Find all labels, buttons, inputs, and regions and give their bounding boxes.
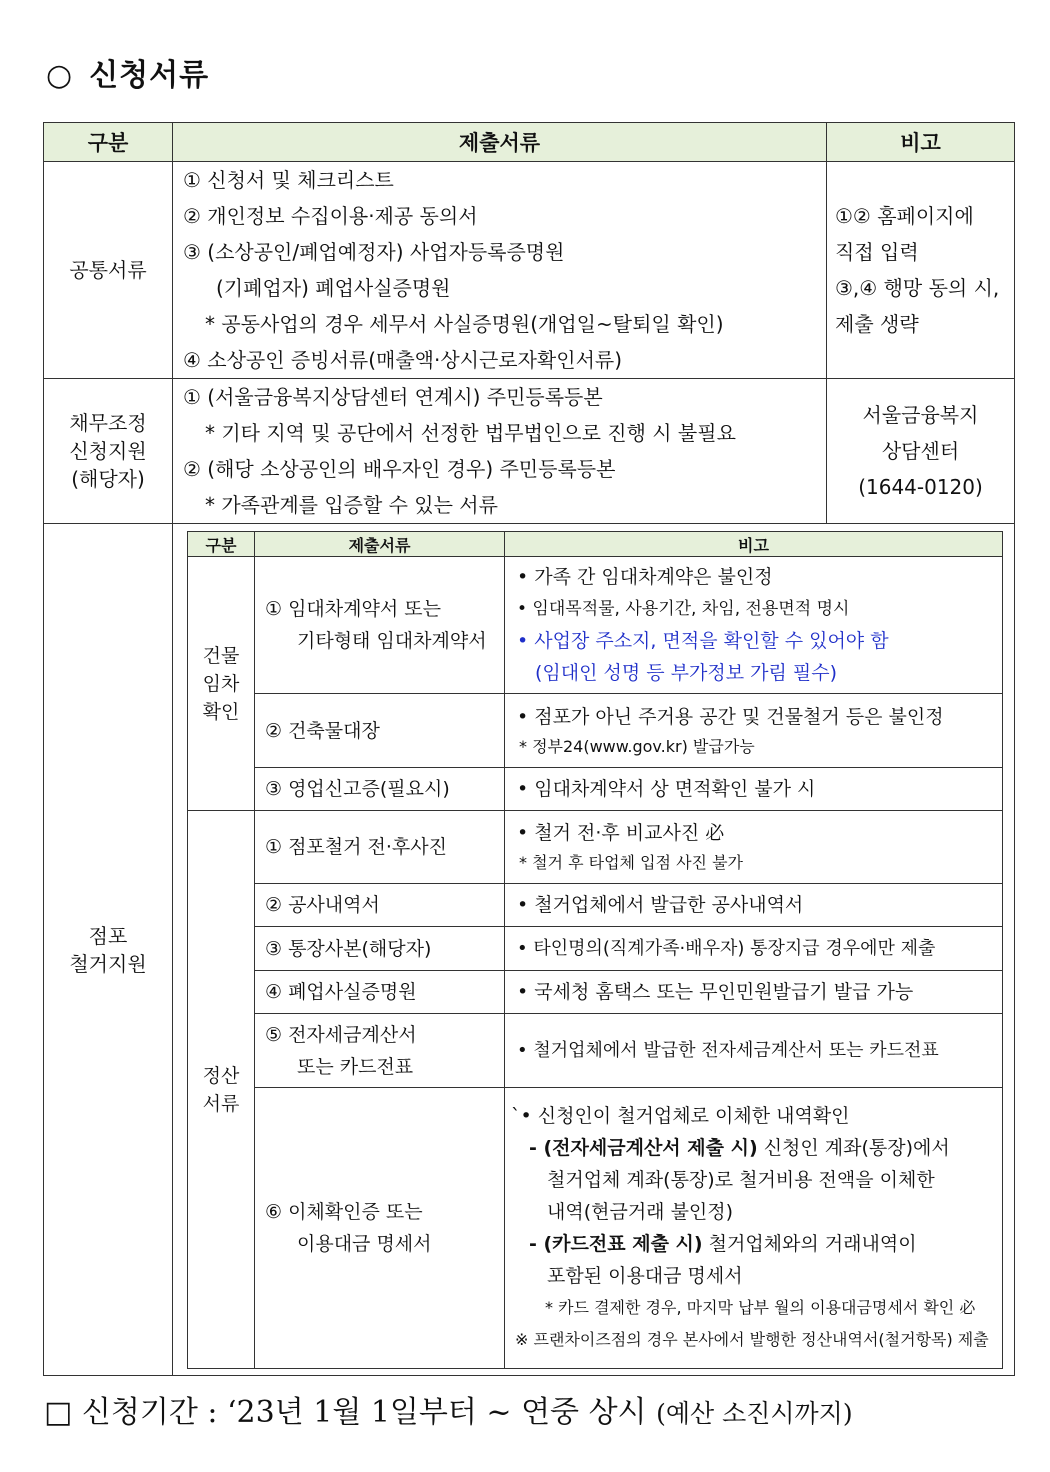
remarks-building-register bbox=[505, 694, 1003, 768]
doc-building-register bbox=[255, 694, 505, 768]
page-title-text: 신청서류 bbox=[89, 58, 210, 93]
remark-line: • 철거업체에서 발급한 공사내역서 bbox=[517, 894, 804, 916]
doc-line: ⑤ 전자세금계산서 bbox=[265, 1023, 417, 1046]
table-row bbox=[188, 694, 1003, 768]
doc-construction bbox=[255, 884, 505, 927]
remarks-closure bbox=[505, 971, 1003, 1014]
docs-debt bbox=[173, 379, 827, 524]
remarks-photos bbox=[505, 811, 1003, 884]
category-store bbox=[44, 524, 173, 1376]
doc-note: * 기타 지역 및 공단에서 선정한 법무법인으로 진행 시 불필요 bbox=[205, 421, 736, 445]
category-settlement bbox=[188, 811, 255, 1369]
remark-line: ①② 홈페이지에 bbox=[835, 204, 974, 228]
remark-line: • 가족 간 임대차계약은 불인정 bbox=[517, 566, 773, 588]
category-line: 철거지원 bbox=[69, 951, 147, 976]
remark-line: (1644-0120) bbox=[858, 475, 983, 499]
table-row bbox=[188, 927, 1003, 971]
remark-note: * 정부24(www.gov.kr) 발급가능 bbox=[519, 736, 755, 756]
remark-line bbox=[511, 1132, 996, 1164]
inner-header-documents: 제출서류 bbox=[255, 532, 505, 557]
category-line: 확인 bbox=[202, 700, 240, 723]
remark-line-highlight: • 사업장 주소지, 면적을 확인할 수 있어야 함 bbox=[517, 630, 889, 652]
square-bullet-icon: □ bbox=[44, 1395, 73, 1430]
doc-line: ③ 통장사본(해당자) bbox=[265, 937, 432, 960]
inner-header-remarks: 비고 bbox=[505, 532, 1003, 557]
remark-line: ③,④ 행망 동의 시, bbox=[835, 276, 1000, 300]
remark-line: 철거업체 계좌(통장)로 철거비용 전액을 이체한 bbox=[547, 1169, 935, 1191]
table-row bbox=[188, 768, 1003, 811]
remark-line: • 철거 전·후 비교사진 必 bbox=[517, 822, 725, 844]
header-remarks: 비고 bbox=[827, 123, 1015, 162]
doc-line: ② 개인정보 수집이용·제공 동의서 bbox=[183, 204, 478, 228]
remark-line: `• 신청인이 철거업체로 이체한 내역확인 bbox=[511, 1105, 850, 1127]
doc-line: ② (해당 소상공인의 배우자인 경우) 주민등록등본 bbox=[183, 457, 616, 481]
table-row bbox=[188, 557, 1003, 694]
doc-business-report bbox=[255, 768, 505, 811]
remark-line: • 철거업체에서 발급한 전자세금계산서 또는 카드전표 bbox=[517, 1039, 939, 1061]
remarks-transfer bbox=[505, 1088, 1003, 1369]
remark-label: - (카드전표 제출 시) bbox=[529, 1233, 703, 1255]
period-note: (예산 소진시까지) bbox=[656, 1399, 853, 1428]
doc-closure bbox=[255, 971, 505, 1014]
page-title bbox=[46, 50, 209, 94]
application-period bbox=[44, 1387, 853, 1431]
doc-line: ④ 폐업사실증명원 bbox=[265, 981, 417, 1003]
remark-line: 내역(현금거래 불인정) bbox=[547, 1201, 734, 1223]
doc-line: 또는 카드전표 bbox=[297, 1055, 414, 1078]
category-line: (해당자) bbox=[71, 467, 145, 491]
remarks-common bbox=[827, 162, 1015, 379]
remark-line: • 국세청 홈택스 또는 무인민원발급기 발급 가능 bbox=[517, 981, 914, 1003]
store-inner-cell bbox=[173, 524, 1015, 1376]
table-row bbox=[188, 884, 1003, 927]
remark-line: 서울금융복지 bbox=[862, 403, 979, 427]
category-line: 정산 bbox=[202, 1064, 240, 1087]
remarks-lease bbox=[505, 557, 1003, 694]
remark-line: • 임대차계약서 상 면적확인 불가 시 bbox=[517, 778, 816, 800]
category-line: 채무조정 bbox=[69, 411, 147, 435]
doc-line: ② 건축물대장 bbox=[265, 719, 380, 742]
doc-line: ② 공사내역서 bbox=[265, 894, 380, 916]
doc-note: * 공동사업의 경우 세무서 사실증명원(개업일~탈퇴일 확인) bbox=[205, 312, 724, 336]
remarks-bankbook bbox=[505, 927, 1003, 971]
remark-line: • 점포가 아닌 주거용 공간 및 건물철거 등은 불인정 bbox=[517, 705, 944, 728]
remark-note: * 철거 후 타업체 입점 사진 불가 bbox=[519, 853, 743, 872]
remarks-invoice bbox=[505, 1014, 1003, 1088]
doc-line: ③ (소상공인/폐업예정자) 사업자등록증명원 bbox=[183, 240, 565, 264]
doc-line: 이용대금 명세서 bbox=[297, 1233, 432, 1255]
circle-bullet-icon: ○ bbox=[46, 58, 74, 93]
table-row-common bbox=[44, 162, 1015, 379]
remark-text: 신청인 계좌(통장)에서 bbox=[763, 1137, 950, 1159]
doc-line: ① 점포철거 전·후사진 bbox=[265, 836, 447, 858]
remark-line: 상담센터 bbox=[881, 439, 960, 463]
remarks-business-report bbox=[505, 768, 1003, 811]
category-debt bbox=[44, 379, 173, 524]
documents-table bbox=[43, 122, 1015, 1376]
doc-lease bbox=[255, 557, 505, 694]
remark-line: • 임대목적물, 사용기간, 차임, 전용면적 명시 bbox=[517, 599, 850, 619]
header-category: 구분 bbox=[44, 123, 173, 162]
category-line: 서류 bbox=[202, 1092, 240, 1115]
inner-header-category: 구분 bbox=[188, 532, 255, 557]
remarks-debt bbox=[827, 379, 1015, 524]
doc-line: ① 신청서 및 체크리스트 bbox=[183, 168, 394, 192]
category-line: 건물 bbox=[202, 644, 240, 667]
doc-line: ④ 소상공인 증빙서류(매출액·상시근로자확인서류) bbox=[183, 348, 623, 372]
doc-line: ③ 영업신고증(필요시) bbox=[265, 778, 450, 800]
category-line: 점포 bbox=[88, 923, 128, 948]
table-row bbox=[188, 1088, 1003, 1369]
table-row bbox=[188, 811, 1003, 884]
store-inner-table bbox=[187, 531, 1003, 1369]
table-row bbox=[188, 1014, 1003, 1088]
remark-note: * 카드 결제한 경우, 마지막 납부 월의 이용대금명세서 확인 必 bbox=[545, 1298, 976, 1317]
category-building bbox=[188, 557, 255, 811]
remark-label: - (전자세금계산서 제출 시) bbox=[529, 1137, 758, 1159]
doc-line: ⑥ 이체확인증 또는 bbox=[265, 1201, 423, 1223]
doc-invoice bbox=[255, 1014, 505, 1088]
table-row bbox=[188, 971, 1003, 1014]
remarks-construction bbox=[505, 884, 1003, 927]
table-row-store bbox=[44, 524, 1015, 1376]
remark-line bbox=[511, 1228, 996, 1260]
doc-transfer bbox=[255, 1088, 505, 1369]
remark-text: 철거업체와의 거래내역이 bbox=[708, 1233, 917, 1255]
doc-note: * 가족관계를 입증할 수 있는 서류 bbox=[205, 493, 498, 517]
docs-common bbox=[173, 162, 827, 379]
doc-line: 기타형태 임대차계약서 bbox=[297, 630, 487, 652]
header-documents: 제출서류 bbox=[173, 123, 827, 162]
remark-line-highlight: (임대인 성명 등 부가정보 가림 필수) bbox=[535, 662, 837, 684]
remark-line: 제출 생략 bbox=[835, 312, 919, 336]
remark-line: 직접 입력 bbox=[835, 240, 919, 264]
doc-line: ① (서울금융복지상담센터 연계시) 주민등록등본 bbox=[183, 385, 603, 409]
doc-photos bbox=[255, 811, 505, 884]
doc-line: ① 임대차계약서 또는 bbox=[265, 598, 441, 620]
remark-line: • 타인명의(직계가족·배우자) 통장지급 경우에만 제출 bbox=[517, 937, 936, 959]
table-row-debt bbox=[44, 379, 1015, 524]
category-line: 신청지원 bbox=[69, 439, 147, 463]
doc-line: (기폐업자) 폐업사실증명원 bbox=[216, 276, 451, 300]
remark-line: 포함된 이용대금 명세서 bbox=[547, 1265, 743, 1287]
remark-note-franchise: ※ 프랜차이즈점의 경우 본사에서 발행한 정산내역서(철거항목) 제출 bbox=[515, 1330, 989, 1349]
doc-bankbook bbox=[255, 927, 505, 971]
period-text: 신청기간 : ‘23년 1월 1일부터 ~ 연중 상시 bbox=[81, 1395, 647, 1430]
category-common: 공통서류 bbox=[44, 162, 173, 379]
category-line: 임차 bbox=[202, 672, 240, 695]
